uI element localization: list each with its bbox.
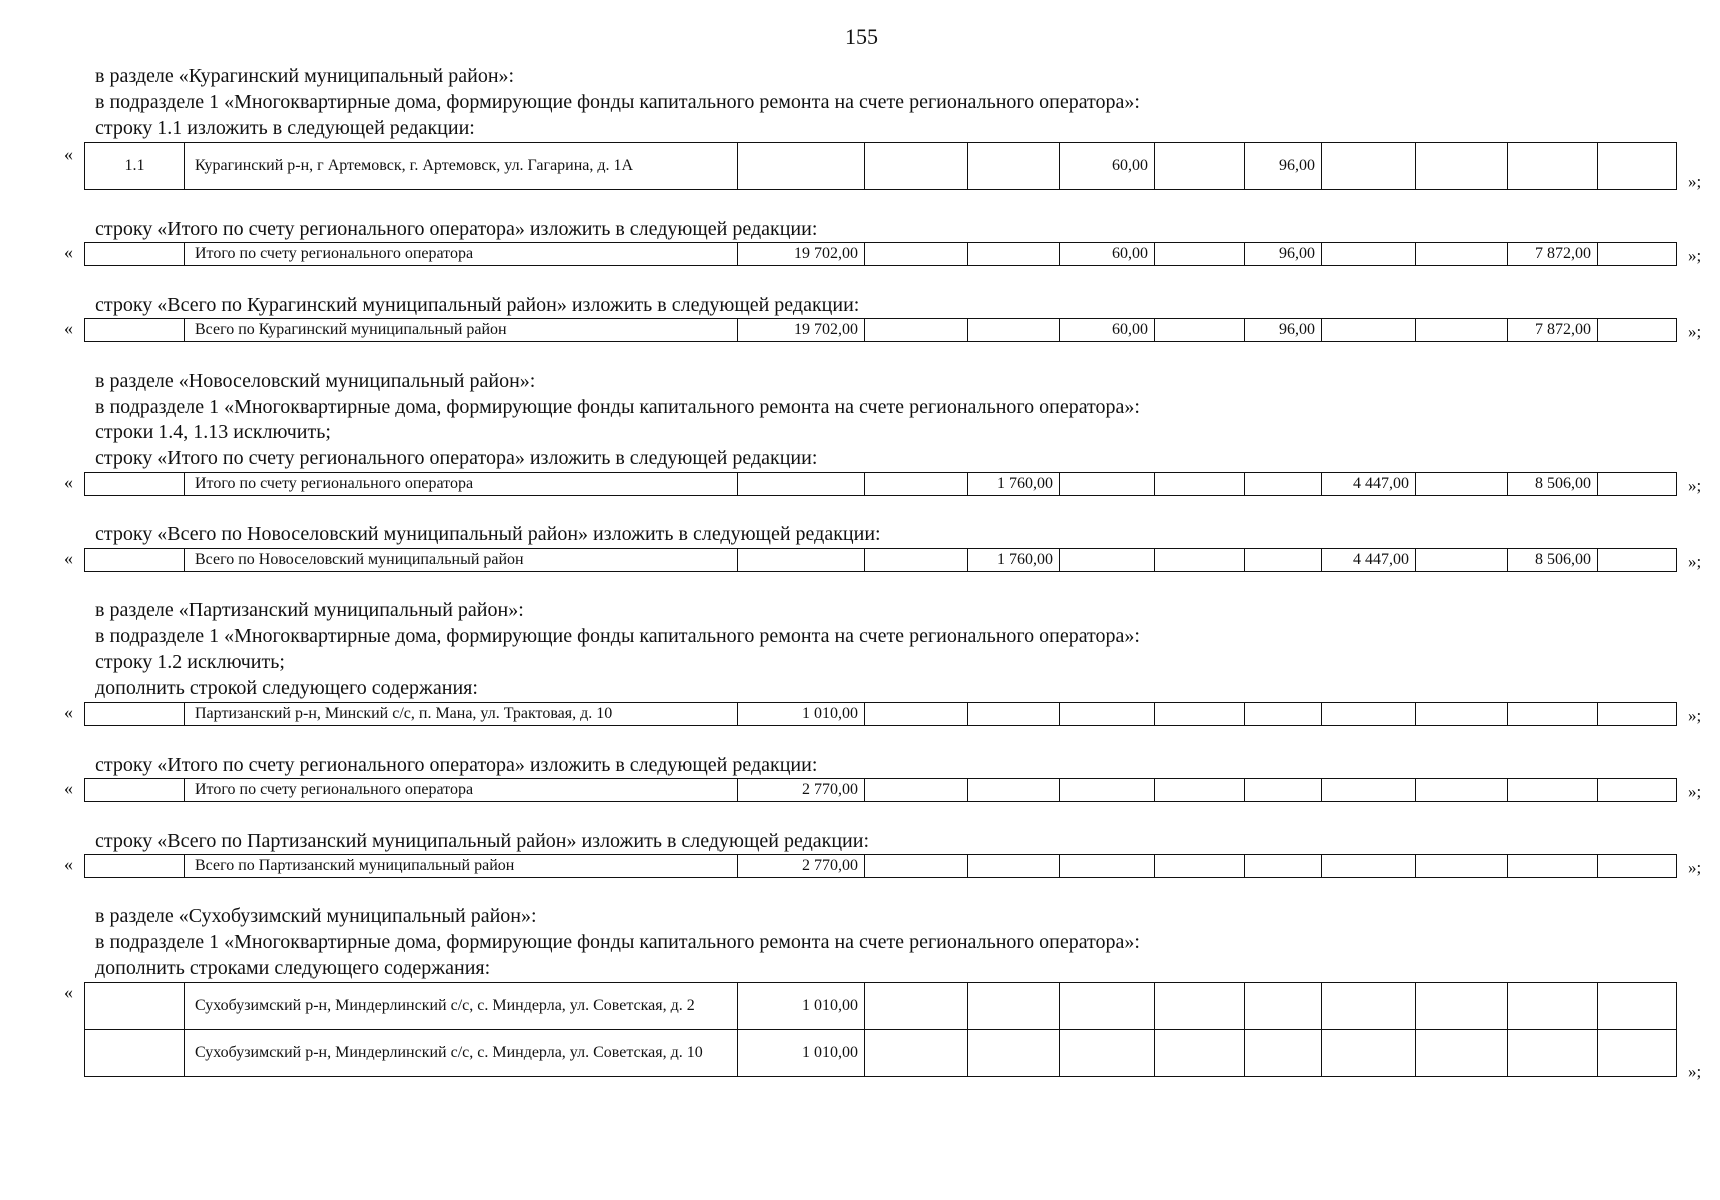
- cell: [1508, 779, 1598, 802]
- table-row: [85, 143, 1677, 190]
- cell: [1245, 855, 1322, 878]
- cell: [85, 983, 185, 1030]
- cell: [1416, 983, 1508, 1030]
- cell: [1416, 243, 1508, 266]
- cell: [1416, 473, 1508, 496]
- cell: [1322, 855, 1416, 878]
- quote-close: »;: [1688, 782, 1702, 801]
- cell: [1060, 549, 1155, 572]
- cell-value: 2 770,00: [738, 779, 865, 802]
- quote-close: »;: [1688, 706, 1702, 725]
- row-label: Всего по Новоселовский муниципальный район: [185, 549, 738, 572]
- cell: [1598, 703, 1677, 726]
- cell: [865, 549, 968, 572]
- subsection-heading: в подразделе 1 «Многоквартирные дома, формирующие фонды капитального ремонта на счете регионального оператора»:: [95, 625, 1140, 647]
- cell: [1245, 473, 1322, 496]
- cell: [1245, 703, 1322, 726]
- cell: [1322, 779, 1416, 802]
- cell: [1598, 243, 1677, 266]
- row-address: Партизанский р-н, Минский с/с, п. Мана, ул. Трактовая, д. 10: [185, 703, 738, 726]
- cell: [1245, 549, 1322, 572]
- cell-value: 19 702,00: [738, 319, 865, 342]
- table-row: [85, 983, 1677, 1030]
- cell: [1598, 319, 1677, 342]
- cell: [1060, 983, 1155, 1030]
- cell: [1060, 855, 1155, 878]
- instruction-text: дополнить строкой следующего содержания:: [95, 677, 478, 699]
- cell: [968, 319, 1060, 342]
- table-row: [85, 1030, 1677, 1077]
- row-code: 1.1: [85, 143, 185, 190]
- instruction-text: строку «Всего по Курагинский муниципальный район» изложить в следующей редакции:: [95, 294, 860, 316]
- table-total-district: [84, 854, 1677, 878]
- section-heading: в разделе «Партизанский муниципальный район»:: [95, 599, 524, 621]
- section-heading: в разделе «Курагинский муниципальный район»:: [95, 65, 515, 87]
- cell-value: 96,00: [1245, 319, 1322, 342]
- row-address: Сухобузимский р-н, Миндерлинский с/с, с. Миндерла, ул. Советская, д. 10: [185, 1030, 738, 1077]
- cell: [1598, 779, 1677, 802]
- row-label: Всего по Партизанский муниципальный район: [185, 855, 738, 878]
- instruction-text: строку 1.1 изложить в следующей редакции:: [95, 117, 475, 139]
- quote-close: »;: [1688, 322, 1702, 341]
- cell: [1508, 703, 1598, 726]
- cell: [1416, 855, 1508, 878]
- cell-value: 60,00: [1060, 143, 1155, 190]
- cell: [738, 549, 865, 572]
- table-row: [85, 549, 1677, 572]
- instruction-text: строку «Итого по счету регионального оператора» изложить в следующей редакции:: [95, 754, 818, 776]
- cell-value: 8 506,00: [1508, 473, 1598, 496]
- section-heading: в разделе «Новоселовский муниципальный район»:: [95, 370, 536, 392]
- cell: [1155, 473, 1245, 496]
- cell: [1322, 143, 1416, 190]
- cell: [85, 243, 185, 266]
- cell: [968, 855, 1060, 878]
- instruction-text: строку «Всего по Партизанский муниципальный район» изложить в следующей редакции:: [95, 830, 870, 852]
- cell-value: 2 770,00: [738, 855, 865, 878]
- cell-value: 7 872,00: [1508, 319, 1598, 342]
- quote-open: «: [64, 318, 73, 338]
- section-heading: в разделе «Сухобузимский муниципальный район»:: [95, 905, 537, 927]
- cell: [1060, 703, 1155, 726]
- cell: [1416, 549, 1508, 572]
- cell: [1322, 983, 1416, 1030]
- quote-close: »;: [1688, 1062, 1702, 1081]
- cell: [85, 473, 185, 496]
- table-row: [85, 703, 1677, 726]
- quote-open: «: [64, 854, 73, 874]
- cell-value: 4 447,00: [1322, 473, 1416, 496]
- cell: [1322, 1030, 1416, 1077]
- cell: [1155, 143, 1245, 190]
- quote-open: «: [64, 548, 73, 568]
- cell: [1598, 549, 1677, 572]
- cell: [1416, 1030, 1508, 1077]
- cell: [1155, 1030, 1245, 1077]
- cell: [1155, 703, 1245, 726]
- cell: [738, 143, 865, 190]
- cell: [1598, 473, 1677, 496]
- cell: [968, 779, 1060, 802]
- row-label: Всего по Курагинский муниципальный район: [185, 319, 738, 342]
- cell: [1322, 703, 1416, 726]
- cell-value: 60,00: [1060, 243, 1155, 266]
- cell: [1155, 779, 1245, 802]
- table-total-district: [84, 318, 1677, 342]
- cell: [968, 1030, 1060, 1077]
- table-total-operator: [84, 778, 1677, 802]
- cell: [1155, 549, 1245, 572]
- cell-value: 8 506,00: [1508, 549, 1598, 572]
- cell-value: 96,00: [1245, 243, 1322, 266]
- table-total-operator: [84, 242, 1677, 266]
- cell: [1508, 855, 1598, 878]
- subsection-heading: в подразделе 1 «Многоквартирные дома, формирующие фонды капитального ремонта на счете регионального оператора»:: [95, 396, 1140, 418]
- row-address: Сухобузимский р-н, Миндерлинский с/с, с. Миндерла, ул. Советская, д. 2: [185, 983, 738, 1030]
- row-label: Итого по счету регионального оператора: [185, 473, 738, 496]
- cell: [1508, 143, 1598, 190]
- cell: [1060, 1030, 1155, 1077]
- cell: [865, 243, 968, 266]
- cell-value: 1 010,00: [738, 983, 865, 1030]
- cell: [865, 319, 968, 342]
- cell: [865, 779, 968, 802]
- cell: [1598, 855, 1677, 878]
- cell: [85, 855, 185, 878]
- page-number: 155: [845, 24, 878, 49]
- cell: [85, 779, 185, 802]
- cell-value: 60,00: [1060, 319, 1155, 342]
- table-row: [85, 243, 1677, 266]
- quote-open: «: [64, 242, 73, 262]
- table-row: [85, 319, 1677, 342]
- cell: [968, 143, 1060, 190]
- table-row: [85, 473, 1677, 496]
- table-row-1-1: [84, 142, 1677, 190]
- table-row: [85, 855, 1677, 878]
- cell: [865, 143, 968, 190]
- cell: [1508, 983, 1598, 1030]
- instruction-text: строку «Итого по счету регионального оператора» изложить в следующей редакции:: [95, 218, 818, 240]
- cell: [1245, 983, 1322, 1030]
- subsection-heading: в подразделе 1 «Многоквартирные дома, формирующие фонды капитального ремонта на счете регионального оператора»:: [95, 91, 1140, 113]
- cell: [865, 983, 968, 1030]
- cell-value: 7 872,00: [1508, 243, 1598, 266]
- cell-value: 1 010,00: [738, 1030, 865, 1077]
- row-label: Итого по счету регионального оператора: [185, 779, 738, 802]
- cell: [1155, 855, 1245, 878]
- cell: [1322, 243, 1416, 266]
- cell: [738, 473, 865, 496]
- cell: [1598, 1030, 1677, 1077]
- table-row: [85, 779, 1677, 802]
- table-total-operator: [84, 472, 1677, 496]
- cell: [1416, 143, 1508, 190]
- quote-close: »;: [1688, 552, 1702, 571]
- quote-open: «: [64, 472, 73, 492]
- cell-value: 96,00: [1245, 143, 1322, 190]
- cell: [968, 243, 1060, 266]
- cell: [1508, 1030, 1598, 1077]
- cell: [1245, 779, 1322, 802]
- table-total-district: [84, 548, 1677, 572]
- table-new-rows: [84, 982, 1677, 1077]
- cell: [865, 473, 968, 496]
- cell: [1155, 983, 1245, 1030]
- cell: [865, 1030, 968, 1077]
- instruction-text: строку «Всего по Новоселовский муниципальный район» изложить в следующей редакции:: [95, 523, 881, 545]
- row-label: Итого по счету регионального оператора: [185, 243, 738, 266]
- subsection-heading: в подразделе 1 «Многоквартирные дома, формирующие фонды капитального ремонта на счете регионального оператора»:: [95, 931, 1140, 953]
- cell: [1322, 319, 1416, 342]
- cell: [1245, 1030, 1322, 1077]
- cell-value: 4 447,00: [1322, 549, 1416, 572]
- cell-value: 1 760,00: [968, 473, 1060, 496]
- table-new-row: [84, 702, 1677, 726]
- instruction-text: дополнить строками следующего содержания:: [95, 957, 491, 979]
- quote-open: «: [64, 778, 73, 798]
- cell: [85, 703, 185, 726]
- row-address: Курагинский р-н, г Артемовск, г. Артемовск, ул. Гагарина, д. 1А: [185, 143, 738, 190]
- cell: [1155, 319, 1245, 342]
- cell: [1416, 779, 1508, 802]
- cell: [865, 703, 968, 726]
- cell-value: 1 760,00: [968, 549, 1060, 572]
- quote-open: «: [64, 702, 73, 722]
- instruction-text: строки 1.4, 1.13 исключить;: [95, 421, 331, 443]
- instruction-text: строку 1.2 исключить;: [95, 651, 285, 673]
- quote-close: »;: [1688, 858, 1702, 877]
- cell: [85, 319, 185, 342]
- quote-open: «: [64, 144, 73, 164]
- cell: [865, 855, 968, 878]
- quote-open: «: [64, 982, 73, 1002]
- cell: [968, 983, 1060, 1030]
- cell: [1598, 143, 1677, 190]
- instruction-text: строку «Итого по счету регионального оператора» изложить в следующей редакции:: [95, 447, 818, 469]
- cell: [85, 549, 185, 572]
- cell: [1416, 703, 1508, 726]
- quote-close: »;: [1688, 246, 1702, 265]
- cell-value: 1 010,00: [738, 703, 865, 726]
- quote-close: »;: [1688, 476, 1702, 495]
- cell: [968, 703, 1060, 726]
- cell: [85, 1030, 185, 1077]
- cell-value: 19 702,00: [738, 243, 865, 266]
- cell: [1060, 473, 1155, 496]
- cell: [1416, 319, 1508, 342]
- quote-close: »;: [1688, 172, 1702, 191]
- cell: [1060, 779, 1155, 802]
- cell: [1155, 243, 1245, 266]
- cell: [1598, 983, 1677, 1030]
